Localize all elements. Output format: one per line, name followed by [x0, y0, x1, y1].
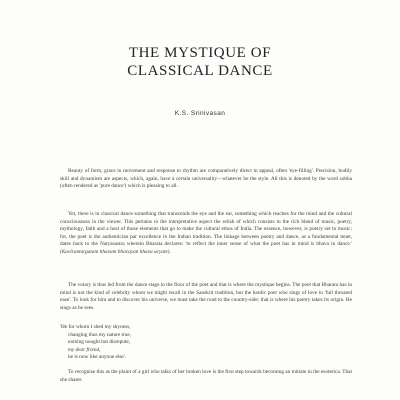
paragraph-2: [60, 211, 352, 257]
paragraph-4: To recognise this as the plaint of a girl who talks of her broken love is the first step towards becoming an initiate in the esoterica. That she shares: [60, 369, 352, 383]
title-line-1: THE MYSTIQUE OF: [128, 45, 272, 61]
paragraph-2-sanskrit: Kavirantargatam bhavam bhavayan bhava ucyate: [61, 248, 168, 255]
poem-block: [60, 324, 340, 362]
paragraph-3: The votary is thus led from the dance stage to the floor of the poet and that is where the mystique begins. The poet that Bharata has in mind is not the kind of celebrity whom we might recall in the Sanskrit tradition, but the bardic poet who sings of love in 'full throated ease'. To look for him and to discover his universe, we must take the road to the country-side; that is where his poetry takes its origin. He sings as he sees.: [60, 282, 352, 311]
poem-line-5: he is now like anyone else'.: [68, 354, 127, 361]
poem-line-2: changing thus my nature true,: [68, 331, 132, 338]
poem-line-4: my dear friend,: [68, 346, 101, 353]
paragraph-1: Beauty of form, grace in movement and response to rhythm are comparatively direct in appeal, often 'eye-filling'. Precision, bodily skill and dynamism are aspects, which, again, have a certain universality—whatever be the style. All this is denoted by the word sobha (often rendered as 'pure dance') which is pleasing to all.: [60, 168, 352, 190]
author-name: K.S. Srinivasan: [174, 110, 226, 117]
paragraph-2-text: Yet, there is in classical dance something that transcends the eye and the ear, something which reaches for the mind and the cultural consciousness in the viewer. This pertains to the interpretative aspect the relish of which consists in the rich blend of music, poetry, mythology, faith and a host of those elements that go to make the cultural ethos of India. The essence, however, is poetry set to music; for, the poet is the authentician par excellence in the Indian tradition. The linkage between poetry and dance, as a fundamental tenet, dates back to the Natyasastra wherein Bharata declares: 'to reflect the inner sense of what the poet has in mind is bhava in dance.' (: [60, 211, 352, 255]
poem-line-1: 'He for whom I shed my shyness,: [60, 324, 131, 330]
poem-line-3: earning nought but disrepute,: [68, 339, 131, 346]
paragraph-2-end: ).: [167, 248, 171, 255]
title-line-2: CLASSICAL DANCE: [127, 63, 273, 79]
